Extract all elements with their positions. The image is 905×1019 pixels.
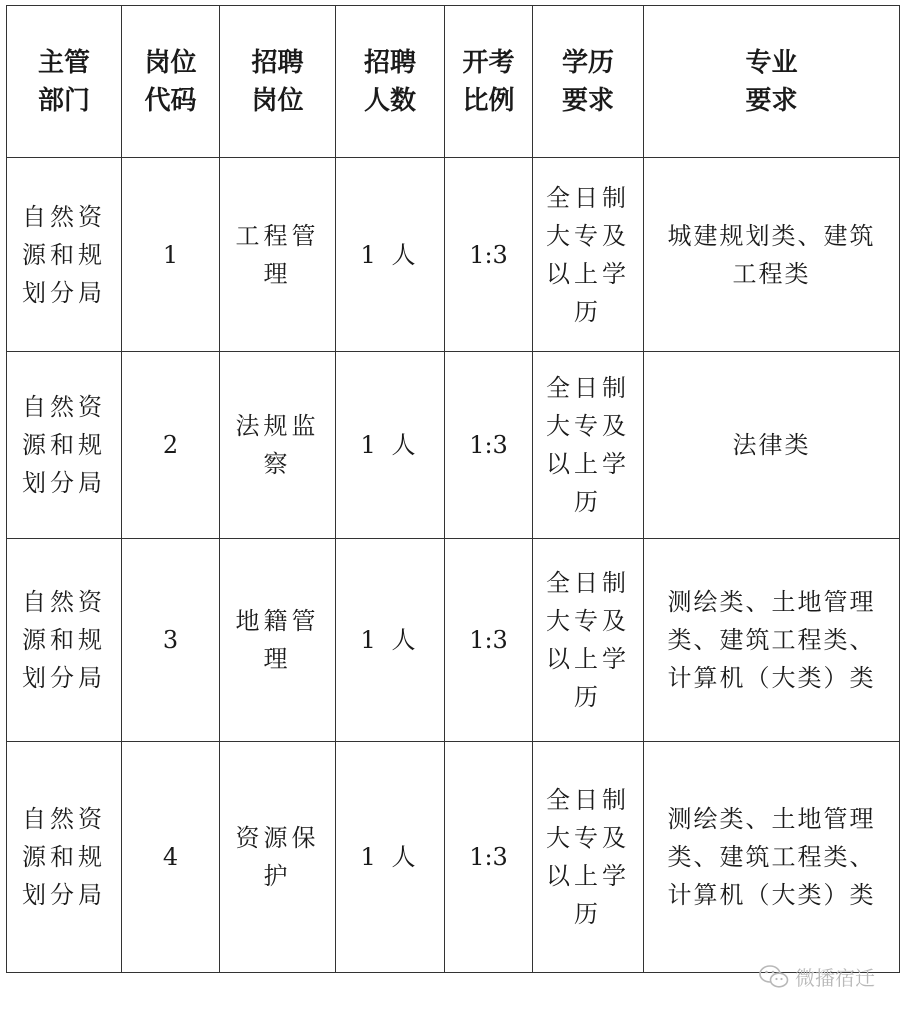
cell-ratio: 1:3	[445, 352, 533, 539]
cell-ratio: 1:3	[445, 539, 533, 742]
table-row	[7, 742, 900, 973]
cell-major: 测绘类、土地管理类、建筑工程类、计算机（大类）类	[644, 742, 900, 973]
recruitment-table	[6, 5, 900, 973]
cell-position: 地籍管理	[220, 539, 336, 742]
header-major: 专业要求	[644, 6, 900, 158]
header-dept: 主管部门	[7, 6, 122, 158]
cell-dept: 自然资源和规划分局	[7, 352, 122, 539]
watermark	[759, 962, 875, 991]
cell-count: 1 人	[336, 158, 445, 352]
table-row	[7, 352, 900, 539]
header-ratio: 开考比例	[445, 6, 533, 158]
table-row	[7, 539, 900, 742]
cell-education: 全日制大专及以上学历	[533, 742, 644, 973]
table-header-row	[7, 6, 900, 158]
cell-code: 3	[122, 539, 220, 742]
cell-position: 法规监察	[220, 352, 336, 539]
cell-position: 工程管理	[220, 158, 336, 352]
header-code: 岗位代码	[122, 6, 220, 158]
cell-major: 法律类	[644, 352, 900, 539]
watermark-text: 微播宿迁	[795, 966, 875, 990]
cell-code: 2	[122, 352, 220, 539]
header-education: 学历要求	[533, 6, 644, 158]
cell-major: 城建规划类、建筑工程类	[644, 158, 900, 352]
header-position: 招聘岗位	[220, 6, 336, 158]
cell-count: 1 人	[336, 352, 445, 539]
cell-education: 全日制大专及以上学历	[533, 158, 644, 352]
cell-position: 资源保护	[220, 742, 336, 973]
wechat-icon	[759, 964, 789, 990]
table-row	[7, 158, 900, 352]
cell-code: 1	[122, 158, 220, 352]
cell-count: 1 人	[336, 742, 445, 973]
cell-dept: 自然资源和规划分局	[7, 742, 122, 973]
cell-ratio: 1:3	[445, 158, 533, 352]
cell-dept: 自然资源和规划分局	[7, 158, 122, 352]
cell-dept: 自然资源和规划分局	[7, 539, 122, 742]
cell-ratio: 1:3	[445, 742, 533, 973]
cell-education: 全日制大专及以上学历	[533, 352, 644, 539]
header-count: 招聘人数	[336, 6, 445, 158]
cell-code: 4	[122, 742, 220, 973]
cell-education: 全日制大专及以上学历	[533, 539, 644, 742]
cell-count: 1 人	[336, 539, 445, 742]
cell-major: 测绘类、土地管理类、建筑工程类、计算机（大类）类	[644, 539, 900, 742]
